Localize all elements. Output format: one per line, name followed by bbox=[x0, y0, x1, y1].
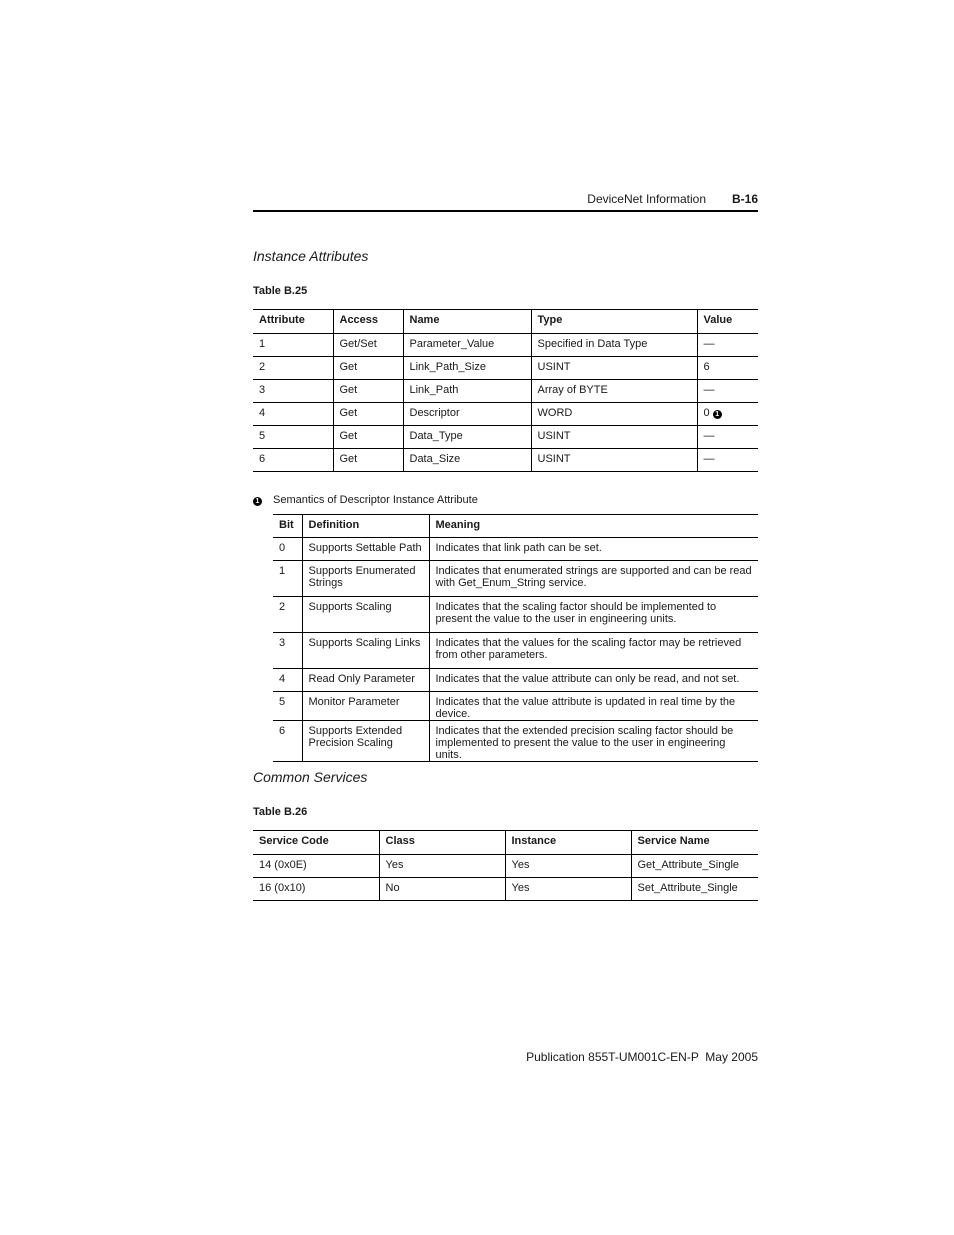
table-cell: Indicates that the value attribute is updated in real time by the device. bbox=[429, 692, 758, 721]
page-number: B-16 bbox=[731, 192, 758, 206]
table-row bbox=[273, 692, 758, 721]
column-header: Service Name bbox=[631, 831, 758, 855]
table-cell: Indicates that the scaling factor should be implemented to present the value to the user in engineering units. bbox=[429, 597, 758, 633]
column-header: Definition bbox=[302, 515, 429, 538]
table-cell: Get bbox=[333, 357, 403, 380]
table-cell bbox=[697, 403, 758, 426]
table-cell: Link_Path_Size bbox=[403, 357, 531, 380]
column-header: Access bbox=[333, 310, 403, 334]
column-header: Value bbox=[697, 310, 758, 334]
table-cell: 2 bbox=[273, 597, 302, 633]
table-cell: 1 bbox=[253, 334, 333, 357]
table-row bbox=[253, 426, 758, 449]
table-row bbox=[273, 597, 758, 633]
table-row bbox=[253, 403, 758, 426]
table-cell: Yes bbox=[505, 855, 631, 878]
table-row bbox=[273, 669, 758, 692]
table-row bbox=[253, 380, 758, 403]
table-b25-caption: Table B.25 bbox=[253, 285, 308, 297]
table-cell: Supports Scaling bbox=[302, 597, 429, 633]
table-cell: USINT bbox=[531, 426, 697, 449]
table-cell: 1 bbox=[273, 561, 302, 597]
column-header: Service Code bbox=[253, 831, 379, 855]
section-name: DeviceNet Information bbox=[587, 192, 706, 206]
table-header-row bbox=[273, 515, 758, 538]
table-cell: Get_Attribute_Single bbox=[631, 855, 758, 878]
table-cell: Indicates that enumerated strings are supported and can be read with Get_Enum_String service. bbox=[429, 561, 758, 597]
table-cell: — bbox=[697, 426, 758, 449]
publication-footer: Publication 855T-UM001C-EN-P May 2005 bbox=[526, 1050, 758, 1064]
instance-attributes-table bbox=[253, 309, 758, 472]
table-b26-caption: Table B.26 bbox=[253, 806, 308, 818]
page-header bbox=[253, 188, 758, 212]
table-cell: Get bbox=[333, 426, 403, 449]
table-cell: Supports Settable Path bbox=[302, 538, 429, 561]
table-cell: 5 bbox=[273, 692, 302, 721]
table-cell: Indicates that the value attribute can only be read, and not set. bbox=[429, 669, 758, 692]
value-text: 0 bbox=[703, 407, 710, 419]
table-cell: Set_Attribute_Single bbox=[631, 878, 758, 901]
table-row bbox=[253, 449, 758, 472]
table-cell: Supports Scaling Links bbox=[302, 633, 429, 669]
instance-attributes-heading: Instance Attributes bbox=[253, 248, 369, 264]
table-cell: Monitor Parameter bbox=[302, 692, 429, 721]
table-cell: Data_Type bbox=[403, 426, 531, 449]
table-cell: 16 (0x10) bbox=[253, 878, 379, 901]
table-row bbox=[253, 357, 758, 380]
table-cell: Parameter_Value bbox=[403, 334, 531, 357]
table-cell: Indicates that the extended precision scaling factor should be implemented to present the value to the user in engineering units. bbox=[429, 721, 758, 762]
common-services-table bbox=[253, 830, 758, 901]
table-cell: Data_Size bbox=[403, 449, 531, 472]
table-cell: 5 bbox=[253, 426, 333, 449]
column-header: Attribute bbox=[253, 310, 333, 334]
table-cell: WORD bbox=[531, 403, 697, 426]
table-cell: 6 bbox=[697, 357, 758, 380]
footnote-marker-icon: 1 bbox=[253, 497, 262, 506]
table-cell: No bbox=[379, 878, 505, 901]
table-cell: Link_Path bbox=[403, 380, 531, 403]
common-services-heading: Common Services bbox=[253, 769, 368, 785]
column-header: Instance bbox=[505, 831, 631, 855]
table-cell: 4 bbox=[253, 403, 333, 426]
table-cell: 0 bbox=[273, 538, 302, 561]
table-cell: USINT bbox=[531, 449, 697, 472]
table-row bbox=[253, 334, 758, 357]
descriptor-bits-table bbox=[273, 514, 758, 762]
table-cell: Descriptor bbox=[403, 403, 531, 426]
table-cell: Specified in Data Type bbox=[531, 334, 697, 357]
table-row bbox=[253, 878, 758, 901]
table-cell: USINT bbox=[531, 357, 697, 380]
table-cell: — bbox=[697, 334, 758, 357]
table-cell: 2 bbox=[253, 357, 333, 380]
table-cell: 14 (0x0E) bbox=[253, 855, 379, 878]
table-row bbox=[273, 561, 758, 597]
table-cell: Yes bbox=[379, 855, 505, 878]
table-row bbox=[273, 538, 758, 561]
table-cell: 3 bbox=[253, 380, 333, 403]
table-cell: Read Only Parameter bbox=[302, 669, 429, 692]
footnote-text: Semantics of Descriptor Instance Attribute bbox=[273, 494, 478, 506]
column-header: Class bbox=[379, 831, 505, 855]
column-header: Name bbox=[403, 310, 531, 334]
table-cell: Get bbox=[333, 449, 403, 472]
table-cell: — bbox=[697, 449, 758, 472]
column-header: Meaning bbox=[429, 515, 758, 538]
table-cell: 3 bbox=[273, 633, 302, 669]
table-row bbox=[273, 633, 758, 669]
table-cell: Get bbox=[333, 403, 403, 426]
table-header-row bbox=[253, 831, 758, 855]
table-row bbox=[253, 855, 758, 878]
column-header: Bit bbox=[273, 515, 302, 538]
table-cell: 4 bbox=[273, 669, 302, 692]
table-cell: Indicates that the values for the scaling factor may be retrieved from other parameters. bbox=[429, 633, 758, 669]
table-cell: Get/Set bbox=[333, 334, 403, 357]
table-cell: Supports Enumerated Strings bbox=[302, 561, 429, 597]
column-header: Type bbox=[531, 310, 697, 334]
table-cell: Supports Extended Precision Scaling bbox=[302, 721, 429, 762]
table-cell: Yes bbox=[505, 878, 631, 901]
table-cell: Get bbox=[333, 380, 403, 403]
table-header-row bbox=[253, 310, 758, 334]
table-cell: — bbox=[697, 380, 758, 403]
table-row bbox=[273, 721, 758, 762]
table-cell: 6 bbox=[273, 721, 302, 762]
table-cell: 6 bbox=[253, 449, 333, 472]
table-cell: Array of BYTE bbox=[531, 380, 697, 403]
footnote-marker-icon: 1 bbox=[713, 410, 722, 419]
table-cell: Indicates that link path can be set. bbox=[429, 538, 758, 561]
footnote bbox=[253, 494, 478, 506]
